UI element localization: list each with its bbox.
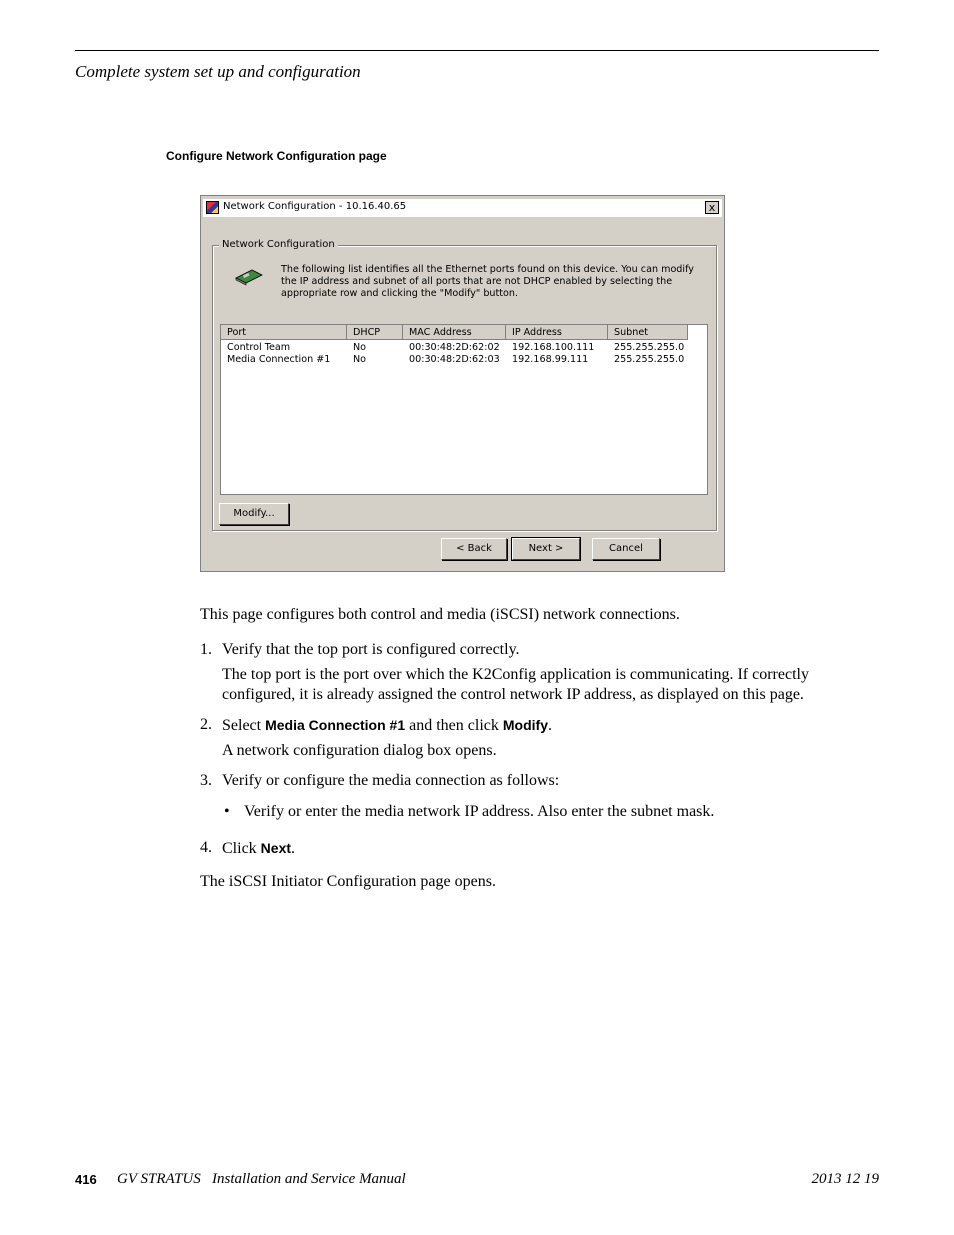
- step-4-text: .: [291, 840, 296, 857]
- outro-paragraph: The iSCSI Initiator Configuration page opens.: [200, 873, 496, 890]
- cell-subnet: 255.255.255.0: [614, 354, 685, 365]
- cell-ip-address: 192.168.100.111: [512, 342, 595, 353]
- description-text: The following list identifies all the Ethernet ports found on this device. You can modify the IP address and subnet of all ports that are not DHCP enabled by selecting the appropriate row and clicking the "Modify" button.: [281, 264, 694, 299]
- manual-title: GV STRATUS Installation and Service Manual: [117, 1171, 406, 1187]
- bullet-glyph: •: [224, 803, 230, 820]
- intro-paragraph: This page configures both control and media (iSCSI) network connections.: [200, 606, 680, 623]
- step-number: 1.: [200, 641, 212, 658]
- column-dhcp[interactable]: DHCP: [347, 325, 403, 340]
- ui-modify: Modify: [502, 717, 548, 733]
- step-1-detail: The top port is the port over which the K2Config application is communicating. If correctly configured, it is already assigned the control network IP address, as displayed on this page.: [222, 666, 809, 703]
- cell-dhcp: No: [353, 354, 367, 365]
- ui-media-connection: Media Connection #1: [265, 717, 406, 733]
- step-number: 4.: [200, 839, 212, 856]
- step-3-bullet: Verify or enter the media network IP address. Also enter the subnet mask.: [244, 803, 715, 820]
- title-bar: [203, 199, 722, 217]
- step-1: Verify that the top port is configured correctly.: [222, 641, 520, 658]
- step-number: 2.: [200, 716, 212, 733]
- network-configuration-window: [200, 195, 725, 572]
- step-2-text: .: [547, 717, 552, 734]
- port-list[interactable]: [220, 324, 708, 495]
- column-mac-address[interactable]: MAC Address: [403, 325, 506, 340]
- cancel-button[interactable]: Cancel: [592, 538, 660, 560]
- cell-dhcp: No: [353, 342, 367, 353]
- step-number: 3.: [200, 772, 212, 789]
- step-4: [222, 838, 295, 859]
- table-row[interactable]: [221, 354, 707, 366]
- step-2: [222, 715, 552, 736]
- column-subnet[interactable]: Subnet: [608, 325, 688, 340]
- app-icon: [206, 201, 219, 214]
- step-3: Verify or configure the media connection as follows:: [222, 772, 560, 789]
- window-title: Network Configuration - 10.16.40.65: [223, 201, 407, 212]
- header-rule: [75, 50, 879, 51]
- list-header: [221, 325, 707, 341]
- column-ip-address[interactable]: IP Address: [506, 325, 608, 340]
- step-2-text: Select: [222, 717, 266, 734]
- group-label: Network Configuration: [219, 239, 338, 250]
- ui-next: Next: [260, 840, 292, 856]
- figure-caption: Configure Network Configuration page: [166, 149, 387, 163]
- cell-port: Control Team: [227, 342, 291, 353]
- step-2-detail: A network configuration dialog box opens.: [222, 742, 497, 759]
- cell-port: Media Connection #1: [227, 354, 331, 365]
- cell-subnet: 255.255.255.0: [614, 342, 685, 353]
- modify-button[interactable]: Modify...: [219, 503, 289, 525]
- step-2-text: and then click: [405, 717, 503, 734]
- next-button[interactable]: Next >: [512, 538, 580, 560]
- running-head: Complete system set up and configuration: [75, 62, 361, 81]
- table-row[interactable]: [221, 342, 707, 354]
- cell-mac-address: 00:30:48:2D:62:02: [409, 342, 500, 353]
- back-button[interactable]: < Back: [441, 538, 507, 560]
- column-port[interactable]: Port: [221, 325, 347, 340]
- cell-ip-address: 192.168.99.111: [512, 354, 589, 365]
- page-number: 416: [75, 1172, 97, 1187]
- publication-date: 2013 12 19: [811, 1171, 879, 1187]
- cell-mac-address: 00:30:48:2D:62:03: [409, 354, 500, 365]
- network-card-icon: [234, 268, 264, 286]
- step-4-text: Click: [222, 840, 261, 857]
- close-button[interactable]: x: [705, 201, 719, 214]
